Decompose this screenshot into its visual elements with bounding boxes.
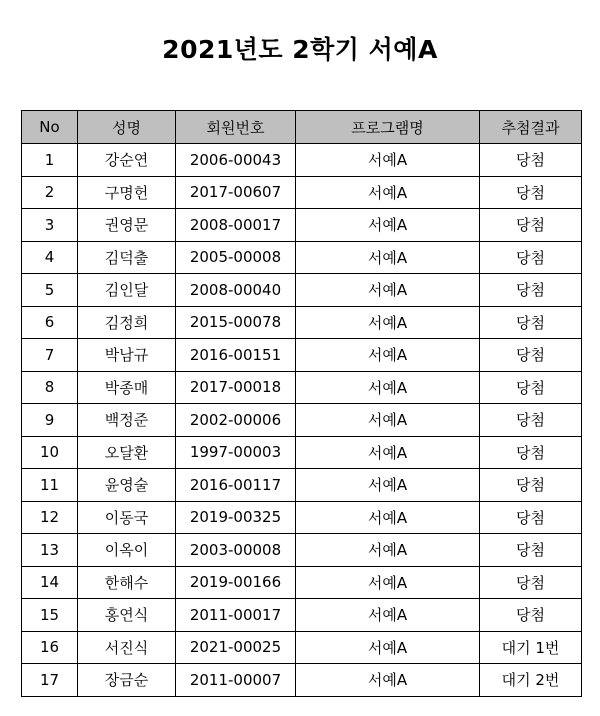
cell-program-name: 서예A [296,209,480,242]
table-row [22,209,582,242]
cell-member-number: 2017-00018 [176,371,296,404]
cell-no: 13 [22,534,78,567]
cell-lottery-result: 대기 2번 [480,664,582,697]
cell-name: 김인달 [78,274,176,307]
cell-lottery-result: 당첨 [480,339,582,372]
cell-program-name: 서예A [296,469,480,502]
cell-no: 3 [22,209,78,242]
cell-no: 4 [22,241,78,274]
cell-member-number: 2016-00151 [176,339,296,372]
cell-member-number: 2002-00006 [176,404,296,437]
cell-member-number: 2016-00117 [176,469,296,502]
cell-program-name: 서예A [296,566,480,599]
cell-name: 박종매 [78,371,176,404]
lottery-result-table [21,110,582,697]
cell-name: 이동국 [78,501,176,534]
header-lottery-result: 추첨결과 [480,111,582,144]
cell-no: 1 [22,144,78,177]
cell-no: 10 [22,436,78,469]
cell-name: 구명헌 [78,176,176,209]
cell-program-name: 서예A [296,144,480,177]
cell-program-name: 서예A [296,501,480,534]
cell-lottery-result: 대기 1번 [480,631,582,664]
cell-name: 강순연 [78,144,176,177]
header-no: No [22,111,78,144]
cell-name: 권영문 [78,209,176,242]
cell-member-number: 2008-00017 [176,209,296,242]
cell-name: 윤영술 [78,469,176,502]
cell-lottery-result: 당첨 [480,534,582,567]
cell-member-number: 1997-00003 [176,436,296,469]
cell-program-name: 서예A [296,631,480,664]
cell-program-name: 서예A [296,436,480,469]
cell-lottery-result: 당첨 [480,176,582,209]
header-name: 성명 [78,111,176,144]
table-row [22,339,582,372]
cell-no: 6 [22,306,78,339]
cell-program-name: 서예A [296,664,480,697]
cell-lottery-result: 당첨 [480,144,582,177]
table-row [22,566,582,599]
table-row [22,501,582,534]
table-row [22,404,582,437]
cell-name: 백정준 [78,404,176,437]
cell-no: 15 [22,599,78,632]
header-member-number: 회원번호 [176,111,296,144]
cell-lottery-result: 당첨 [480,274,582,307]
cell-lottery-result: 당첨 [480,566,582,599]
cell-lottery-result: 당첨 [480,501,582,534]
cell-lottery-result: 당첨 [480,209,582,242]
cell-program-name: 서예A [296,371,480,404]
cell-program-name: 서예A [296,274,480,307]
table-row [22,306,582,339]
table-row [22,371,582,404]
cell-name: 김덕출 [78,241,176,274]
cell-program-name: 서예A [296,306,480,339]
cell-no: 8 [22,371,78,404]
cell-member-number: 2017-00607 [176,176,296,209]
cell-member-number: 2006-00043 [176,144,296,177]
cell-no: 17 [22,664,78,697]
cell-program-name: 서예A [296,241,480,274]
cell-lottery-result: 당첨 [480,404,582,437]
cell-no: 12 [22,501,78,534]
cell-program-name: 서예A [296,534,480,567]
cell-member-number: 2019-00166 [176,566,296,599]
cell-member-number: 2005-00008 [176,241,296,274]
cell-lottery-result: 당첨 [480,241,582,274]
cell-program-name: 서예A [296,339,480,372]
table-row [22,176,582,209]
cell-no: 16 [22,631,78,664]
table-row [22,631,582,664]
cell-name: 이옥이 [78,534,176,567]
cell-no: 7 [22,339,78,372]
cell-member-number: 2021-00025 [176,631,296,664]
cell-no: 9 [22,404,78,437]
cell-member-number: 2015-00078 [176,306,296,339]
cell-no: 2 [22,176,78,209]
cell-member-number: 2003-00008 [176,534,296,567]
table-header-row [22,111,582,144]
table-row [22,274,582,307]
table-body [22,144,582,697]
table-row [22,599,582,632]
cell-lottery-result: 당첨 [480,371,582,404]
cell-member-number: 2011-00007 [176,664,296,697]
page-title: 2021년도 2학기 서예A [162,35,438,64]
cell-name: 오달환 [78,436,176,469]
cell-lottery-result: 당첨 [480,599,582,632]
cell-name: 박남규 [78,339,176,372]
cell-program-name: 서예A [296,599,480,632]
cell-no: 11 [22,469,78,502]
table-row [22,144,582,177]
cell-member-number: 2019-00325 [176,501,296,534]
table-row [22,241,582,274]
cell-program-name: 서예A [296,176,480,209]
table-row [22,534,582,567]
cell-name: 홍연식 [78,599,176,632]
cell-lottery-result: 당첨 [480,306,582,339]
cell-member-number: 2008-00040 [176,274,296,307]
cell-no: 5 [22,274,78,307]
cell-name: 장금순 [78,664,176,697]
cell-member-number: 2011-00017 [176,599,296,632]
cell-lottery-result: 당첨 [480,436,582,469]
table-row [22,436,582,469]
cell-no: 14 [22,566,78,599]
cell-name: 서진식 [78,631,176,664]
table-row [22,469,582,502]
table-row [22,664,582,697]
cell-lottery-result: 당첨 [480,469,582,502]
cell-name: 한해수 [78,566,176,599]
header-program-name: 프로그램명 [296,111,480,144]
cell-name: 김정희 [78,306,176,339]
cell-program-name: 서예A [296,404,480,437]
